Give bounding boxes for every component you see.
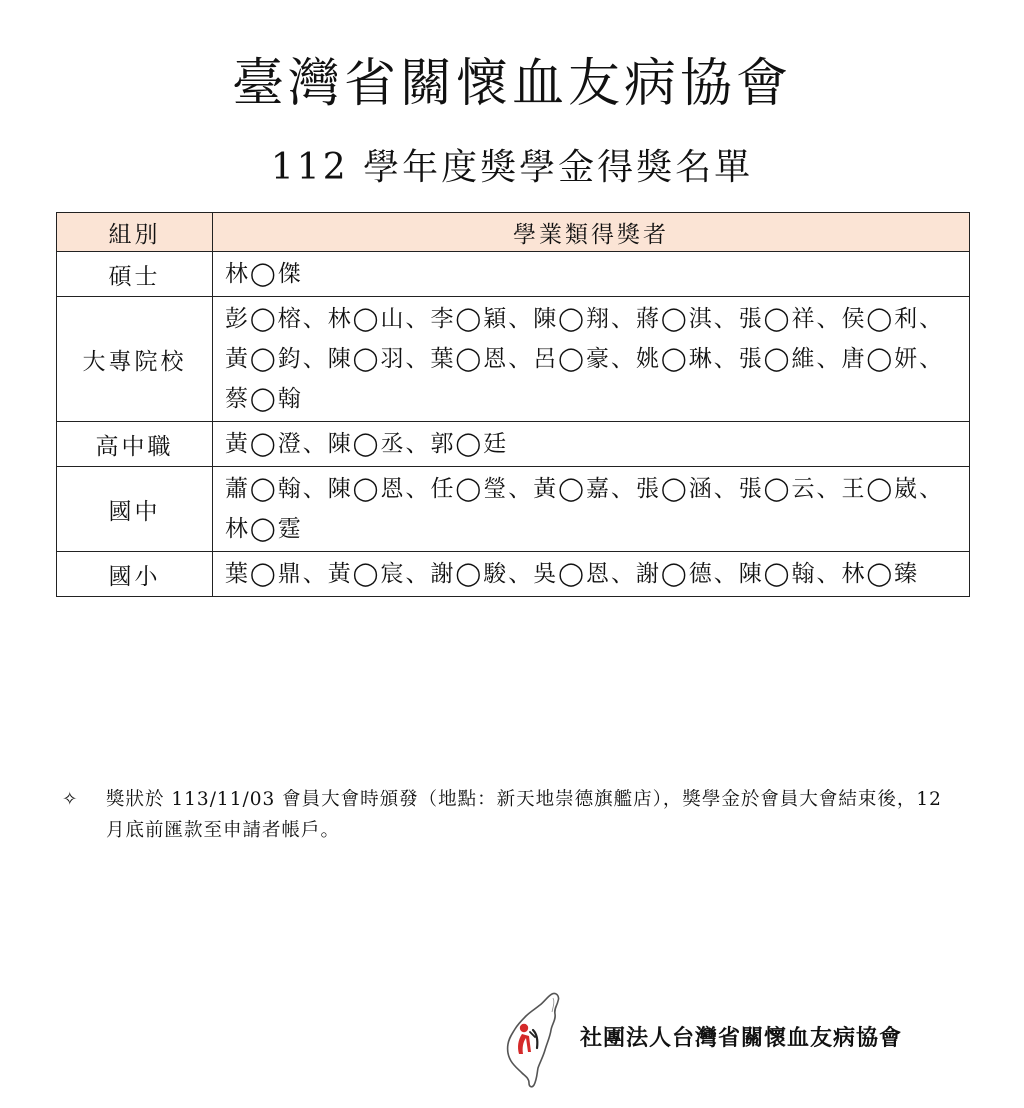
logo-head-shape: [520, 1024, 528, 1032]
table-header-row: [57, 213, 970, 252]
taiwan-map-logo-icon: [500, 990, 572, 1090]
winners-cell: 葉◯鼎、黃◯宸、謝◯駿、吳◯恩、謝◯德、陳◯翰、林◯臻: [213, 552, 970, 597]
winners-cell: 彭◯榕、林◯山、李◯穎、陳◯翔、蔣◯淇、張◯祥、侯◯利、黃◯鈞、陳◯羽、葉◯恩、呂◯豪、姚◯琳、張◯維、唐◯妍、蔡◯翰: [213, 297, 970, 422]
organization-name: 社團法人台灣省關懷血友病協會: [580, 1026, 903, 1051]
column-header-winners: 學業類得獎者: [213, 213, 970, 252]
table-row: [57, 467, 970, 552]
column-header-group: 組別: [57, 213, 213, 252]
table-row: [57, 297, 970, 422]
winners-cell: 蕭◯翰、陳◯恩、任◯瑩、黃◯嘉、張◯涵、張◯云、王◯崴、林◯霆: [213, 467, 970, 552]
group-cell: 大專院校: [57, 297, 213, 422]
group-cell: 國中: [57, 467, 213, 552]
group-cell: 碩士: [57, 252, 213, 297]
award-note: [62, 784, 962, 846]
note-text: 獎狀於 113/11/03 會員大會時頒發（地點：新天地崇德旗艦店），獎學金於會員大會結束後，12 月底前匯款至申請者帳戶。: [106, 789, 942, 841]
winners-cell: 黃◯澄、陳◯丞、郭◯廷: [213, 422, 970, 467]
table-row: [57, 422, 970, 467]
page-subtitle: 112 學年度獎學金得獎名單: [270, 147, 754, 188]
group-cell: 國小: [57, 552, 213, 597]
table-row: [57, 552, 970, 597]
award-table: [56, 212, 970, 597]
group-cell: 高中職: [57, 422, 213, 467]
winners-cell: 林◯傑: [213, 252, 970, 297]
page-title: 臺灣省關懷血友病協會: [231, 54, 792, 114]
table-row: [57, 252, 970, 297]
star-bullet-icon: ✧: [62, 789, 79, 810]
